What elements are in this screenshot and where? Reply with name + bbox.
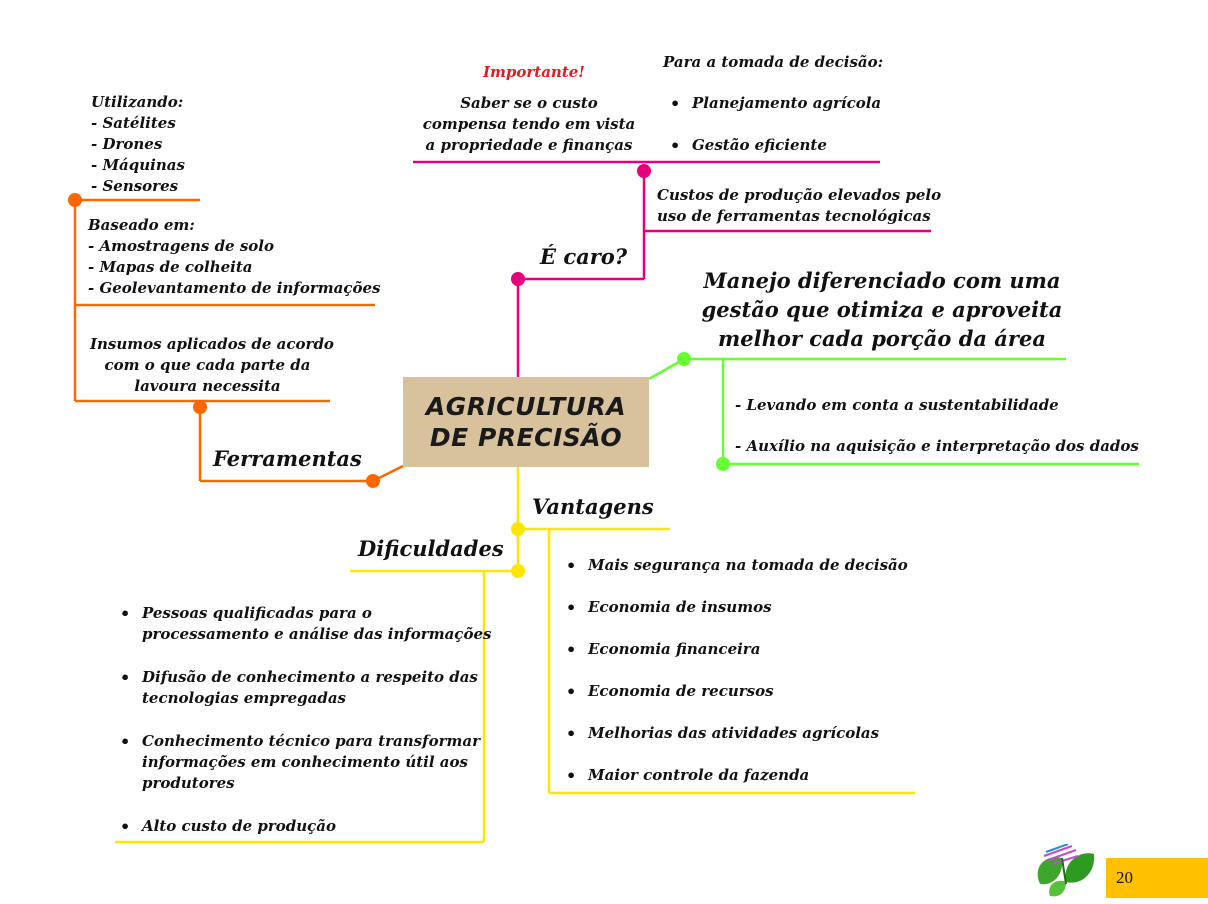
tomada-list xyxy=(666,93,881,156)
insumos-line: lavoura necessita xyxy=(134,377,281,395)
leaf-logo-icon xyxy=(1032,844,1098,902)
central-topic xyxy=(403,377,649,467)
vantagens-label: Vantagens xyxy=(532,494,654,519)
insumos-line: Insumos aplicados de acordo xyxy=(90,335,334,353)
tomada-title: Para a tomada de decisão: xyxy=(663,53,884,71)
utilizando-item: - Drones xyxy=(91,135,163,153)
node-dot xyxy=(716,457,730,471)
saber-note xyxy=(418,93,640,156)
page-number: 20 xyxy=(1116,868,1133,887)
vantagens-item: • Maior controle da fazenda xyxy=(562,765,908,786)
vantagens-list xyxy=(562,555,908,786)
saber-line: compensa tendo em vista xyxy=(422,115,636,133)
node-dot xyxy=(677,352,691,366)
node-dot xyxy=(511,272,525,286)
insumos-note xyxy=(90,334,334,397)
ferramentas-label: Ferramentas xyxy=(213,446,362,471)
node-dot xyxy=(511,564,525,578)
dificuldades-item: • Conhecimento técnico para transformar informações em conhecimento útil aos produtores xyxy=(116,731,491,794)
utilizando-item: - Satélites xyxy=(91,114,176,132)
utilizando-item: - Máquinas xyxy=(91,156,185,174)
baseado-list xyxy=(88,215,380,299)
importante-label: Importante! xyxy=(483,63,585,81)
dificuldades-label: Dificuldades xyxy=(358,536,504,561)
vantagens-item: • Melhorias das atividades agrícolas xyxy=(562,723,908,744)
baseado-title: Baseado em: xyxy=(88,216,195,234)
node-dot xyxy=(366,474,380,488)
node-dot xyxy=(511,522,525,536)
manejo-item: - Levando em conta a sustentabilidade xyxy=(735,396,1059,414)
custos-line: uso de ferramentas tecnológicas xyxy=(657,207,931,225)
manejo-title xyxy=(686,266,1078,353)
custos-note xyxy=(657,185,941,227)
central-topic-title: AGRICULTURA DE PRECISÃO xyxy=(425,392,627,452)
tomada-item: • Gestão eficiente xyxy=(666,135,881,156)
saber-line: Saber se o custo xyxy=(460,94,598,112)
baseado-item: - Amostragens de solo xyxy=(88,237,274,255)
custos-line: Custos de produção elevados pelo xyxy=(657,186,942,204)
saber-line: a propriedade e finanças xyxy=(425,136,633,154)
baseado-item: - Geolevantamento de informações xyxy=(88,279,381,297)
tomada-item: • Planejamento agrícola xyxy=(666,93,881,114)
dificuldades-item: • Pessoas qualificadas para o processamento e análise das informações xyxy=(116,603,491,645)
vantagens-item: • Economia de recursos xyxy=(562,681,908,702)
vantagens-item: • Economia de insumos xyxy=(562,597,908,618)
utilizando-title: Utilizando: xyxy=(91,93,184,111)
insumos-line: com o que cada parte da xyxy=(104,356,311,374)
dificuldades-list xyxy=(116,603,491,837)
caro-label: É caro? xyxy=(540,244,628,269)
utilizando-item: - Sensores xyxy=(91,177,179,195)
page-number-badge xyxy=(1106,858,1208,898)
node-dot xyxy=(193,400,207,414)
vantagens-item: • Mais segurança na tomada de decisão xyxy=(562,555,908,576)
node-dot xyxy=(637,164,651,178)
dificuldades-item: • Difusão de conhecimento a respeito das tecnologias empregadas xyxy=(116,667,491,709)
manejo-item: - Auxílio na aquisição e interpretação dos dados xyxy=(735,437,1139,455)
manejo-title-line: Manejo diferenciado com uma xyxy=(703,268,1061,293)
vantagens-item: • Economia financeira xyxy=(562,639,908,660)
node-dot xyxy=(68,193,82,207)
dificuldades-item: • Alto custo de produção xyxy=(116,816,491,837)
utilizando-list xyxy=(91,92,185,197)
baseado-item: - Mapas de colheita xyxy=(88,258,253,276)
manejo-title-line: gestão que otimiza e aproveita xyxy=(701,297,1063,322)
manejo-title-line: melhor cada porção da área xyxy=(718,326,1046,351)
